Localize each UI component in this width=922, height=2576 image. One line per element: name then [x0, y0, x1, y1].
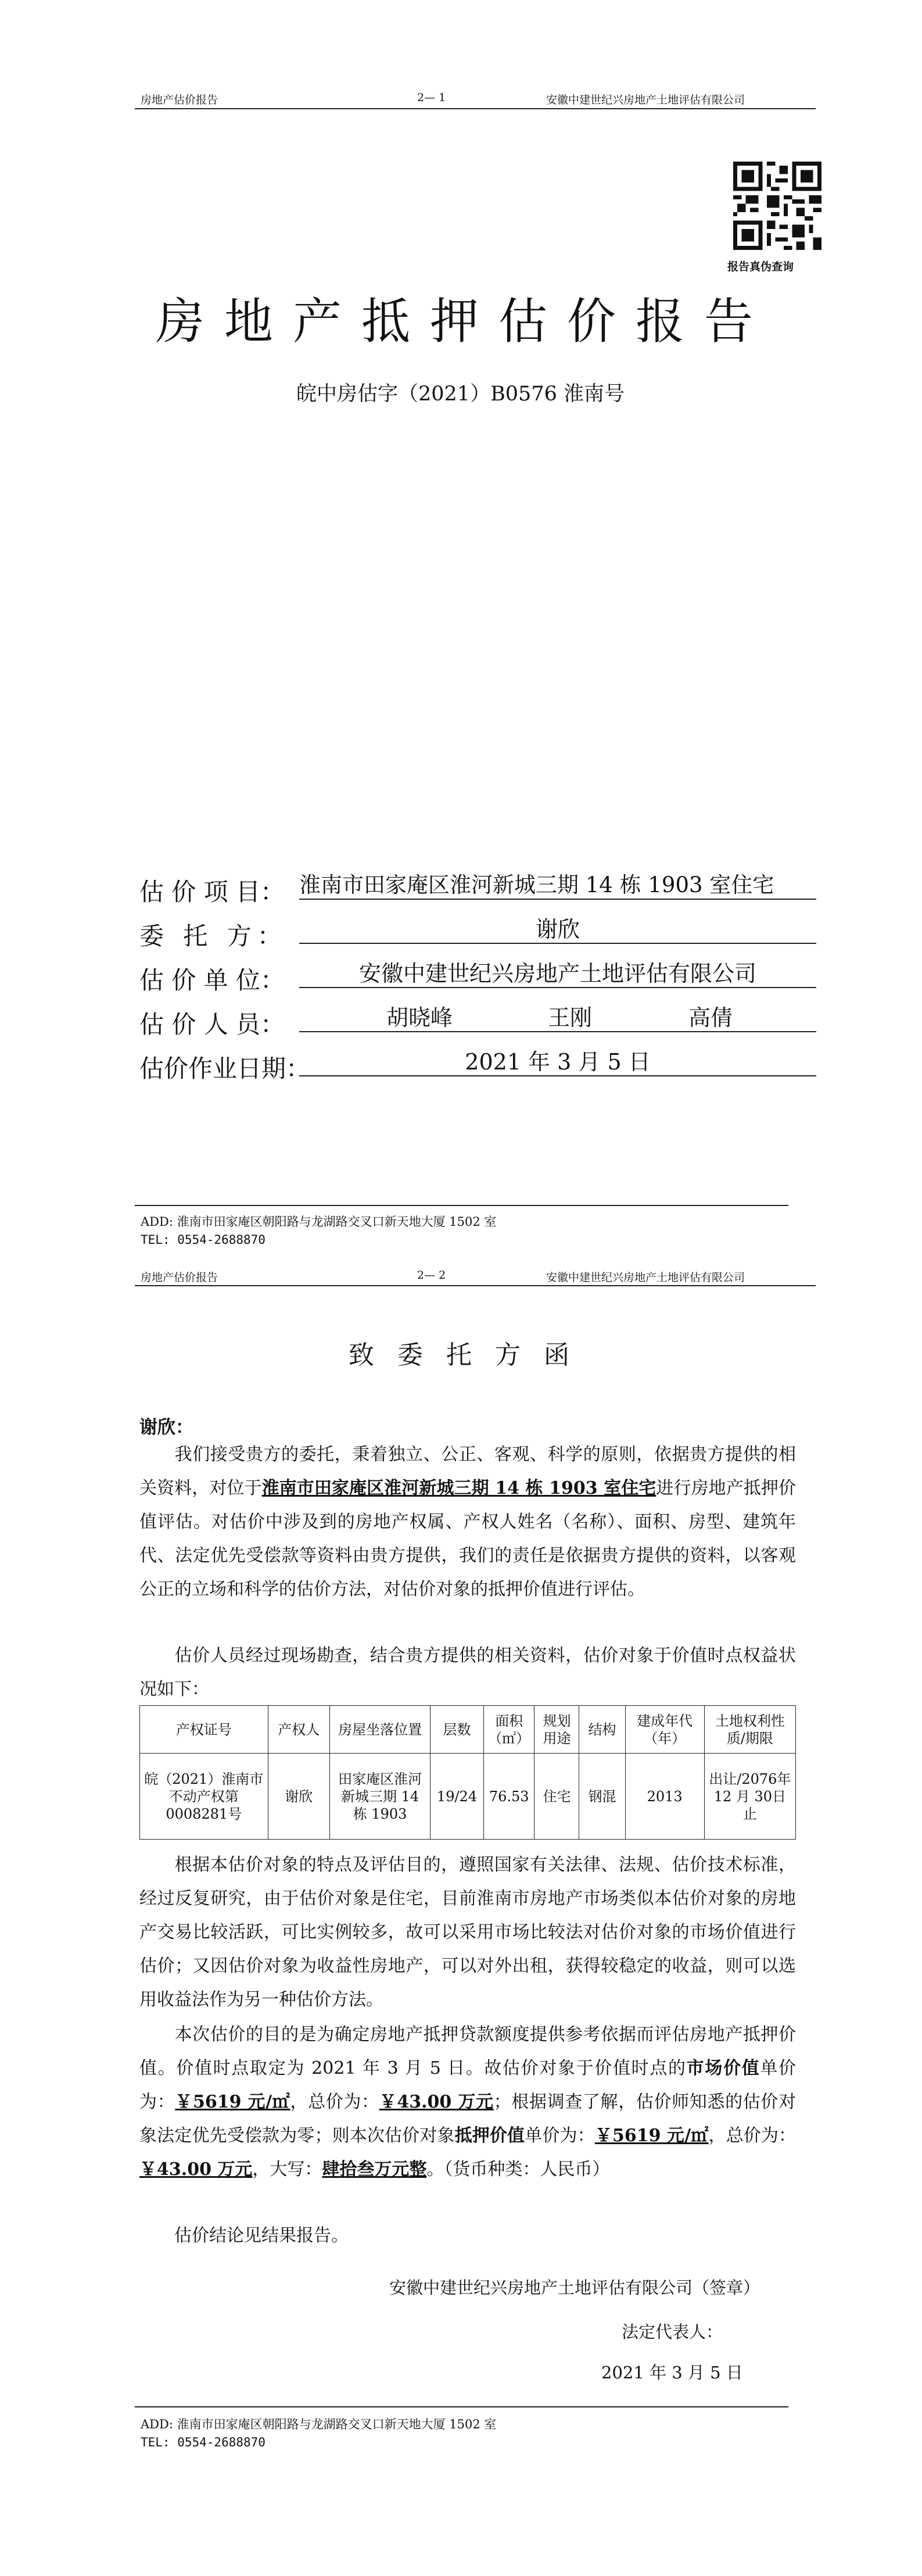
staff-member: 胡晓峰	[386, 1005, 453, 1031]
table-row	[140, 1754, 796, 1840]
table-header-cell: 面积（㎡）	[483, 1706, 534, 1754]
staff-member: 王刚	[548, 1005, 593, 1031]
staff-value	[299, 1004, 816, 1032]
header-left: 房地产估价报告	[141, 94, 218, 106]
footer-address: ADD: 淮南市田家庵区朝阳路与龙湖路交叉口新天地大厦 1502 室	[141, 1215, 497, 1229]
header-page-number: 2— 1	[417, 91, 446, 104]
table-header-cell: 层数	[430, 1706, 484, 1754]
letter-title: 致委托方函	[349, 1340, 593, 1370]
signature-date: 2021 年 3 月 5 日	[601, 2363, 743, 2382]
table-header-cell: 建成年代（年）	[625, 1706, 704, 1754]
client-label: 委 托 方：	[139, 922, 288, 950]
amount-in-words: 肆拾叁万元整	[322, 2159, 427, 2180]
unit-label: 估 价 单 位：	[139, 966, 285, 994]
table-header-cell: 产权人	[268, 1706, 330, 1754]
footer-rule	[135, 2406, 788, 2407]
report-number: 皖中房估字（2021）B0576 淮南号	[296, 382, 625, 406]
table-cell: 19/24	[430, 1754, 484, 1840]
table-header-cell: 结构	[579, 1706, 625, 1754]
qr-code-icon	[733, 162, 821, 250]
table-cell: 钢混	[579, 1754, 625, 1840]
unit-value: 安徽中建世纪兴房地产土地评估有限公司	[299, 960, 816, 988]
header-rule	[135, 1285, 816, 1286]
table-cell: 76.53	[483, 1754, 534, 1840]
paragraph-intro: 我们接受贵方的委托，秉着独立、公正、客观、科学的原则，依据贵方提供的相关资料，对位于淮南市田家庵区淮河新城三期 14 栋 1903 室住宅进行房地产抵押价值评估。对估价中涉及到的房地产权属、产权人姓名（名称）、面积、房型、建筑年代、法定优先受偿款等资料由贵方提供，我们的责任是依据贵方提供的资料，以客观公正的立场和科学的估价方法，对估价对象的抵押价值进行评估。	[139, 1444, 797, 1600]
header-rule	[135, 108, 816, 109]
table-header-cell: 产权证号	[140, 1706, 268, 1754]
report-title: 房地产抵押估价报告	[156, 293, 773, 350]
table-cell: 住宅	[534, 1754, 579, 1840]
staff-label: 估 价 人 员：	[139, 1010, 285, 1039]
qr-caption: 报告真伪查询	[727, 260, 794, 273]
mortgage-unit-price: ￥5619 元/㎡	[594, 2126, 709, 2146]
rights-table	[139, 1705, 796, 1840]
table-header-cell: 规划用途	[534, 1706, 579, 1754]
table-cell: 出让/2076年 12 月 30日止	[704, 1754, 795, 1840]
header-right: 安徽中建世纪兴房地产土地评估有限公司	[546, 94, 745, 106]
project-label: 估 价 项 目：	[139, 878, 285, 906]
table-cell: 皖（2021）淮南市不动产权第0008281号	[140, 1754, 268, 1840]
footer-telephone: TEL: 0554-2688870	[141, 1233, 266, 1247]
table-header-row	[140, 1706, 796, 1754]
table-header-cell: 房屋坐落位置	[330, 1706, 430, 1754]
table-cell: 田家庵区淮河新城三期 14 栋 1903	[330, 1754, 430, 1840]
table-cell: 2013	[625, 1754, 704, 1840]
table-header-cell: 土地权利性质/期限	[704, 1706, 795, 1754]
paragraph-result: 估价结论见结果报告。	[174, 2226, 349, 2246]
date-label: 估价作业日期：	[139, 1054, 311, 1083]
footer-telephone: TEL: 0554-2688870	[141, 2435, 266, 2449]
staff-member: 高倩	[688, 1005, 733, 1031]
header-left: 房地产估价报告	[141, 1271, 218, 1284]
client-value: 谢欣	[299, 916, 816, 944]
table-cell: 谢欣	[268, 1754, 330, 1840]
paragraph-survey: 估价人员经过现场勘查，结合贵方提供的相关资料，估价对象于价值时点权益状况如下：	[139, 1645, 796, 1700]
paragraph-method: 根据本估价对象的特点及评估目的，遵照国家有关法律、法规、估价技术标准，经过反复研究，由于估价对象是住宅，目前淮南市房地产市场类似本估价对象的房地产交易比较活跃，可比实例较多，故可以采用市场比较法对估价对象的市场价值进行估价；又因估价对象为收益性房地产，可以对外出租，获得较稳定的收益，则可以选用收益法作为另一种估价方法。	[139, 1855, 796, 2010]
project-value: 淮南市田家庵区淮河新城三期 14 栋 1903 室住宅	[299, 872, 816, 900]
footer-address: ADD: 淮南市田家庵区朝阳路与龙湖路交叉口新天地大厦 1502 室	[141, 2417, 497, 2431]
paragraph-conclusion: 本次估价的目的是为确定房地产抵押贷款额度提供参考依据而评估房地产抵押价值。价值时点取定为 2021 年 3 月 5 日。故估价对象于价值时点的市场价值单价为：￥5619 元/㎡，总价为：￥43.00 万元；根据调查了解，估价师知悉的估价对象法定优先受偿款为零；则本次估价对象抵押价值单价为：￥5619 元/㎡，总价为：￥43.00 万元，大写：肆拾叁万元整。（货币种类：人民币）	[139, 2024, 797, 2180]
header-right: 安徽中建世纪兴房地产土地评估有限公司	[546, 1271, 745, 1284]
salutation: 谢欣：	[139, 1417, 193, 1438]
footer-rule	[135, 1205, 788, 1206]
date-value: 2021 年 3 月 5 日	[299, 1049, 816, 1076]
mortgage-total-price: ￥43.00 万元	[139, 2159, 253, 2180]
property-address: 淮南市田家庵区淮河新城三期 14 栋 1903 室住宅	[261, 1478, 656, 1498]
signature-company: 安徽中建世纪兴房地产土地评估有限公司（签章）	[389, 2278, 760, 2298]
header-page-number: 2— 2	[417, 1269, 446, 1282]
market-unit-price: ￥5619 元/㎡	[175, 2092, 290, 2112]
legal-representative: 法定代表人：	[622, 2322, 723, 2342]
market-total-price: ￥43.00 万元	[379, 2092, 494, 2112]
